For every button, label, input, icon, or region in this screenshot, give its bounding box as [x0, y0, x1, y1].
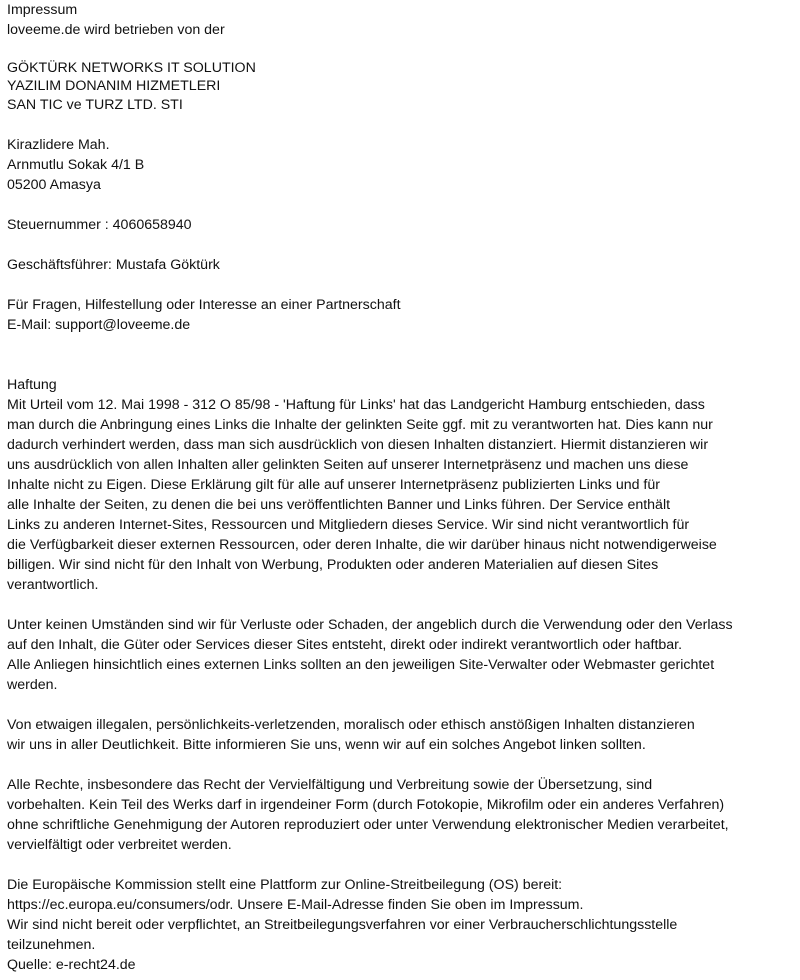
spacer	[7, 275, 800, 295]
paragraph-line: Inhalte nicht zu Eigen. Diese Erklärung gilt für alle auf unserer Internetpräsenz publizierten Links und für	[7, 477, 660, 493]
paragraph-line: vervielfältigt oder verbreitet werden.	[7, 837, 232, 853]
spacer	[7, 695, 800, 715]
paragraph-line: man durch die Anbringung eines Links die Inhalte der gelinkten Seite ggf. mit zu verantworten hat. Dies kann nur	[7, 417, 713, 433]
paragraph-line: ohne schriftliche Genehmigung der Autoren reproduziert oder unter Verwendung elektronischer Medien verarbeitet,	[7, 817, 729, 833]
company-address	[7, 135, 800, 195]
paragraph-line: Unter keinen Umständen sind wir für Verluste oder Schaden, der angeblich durch die Verwendung oder den Verlass	[7, 617, 733, 633]
paragraph-line: dadurch verhindert werden, dass man sich ausdrücklich von diesen Inhalten distanziert. Hiermit distanzieren wir	[7, 437, 709, 453]
spacer	[7, 755, 800, 775]
spacer	[7, 595, 800, 615]
address-line: Arnmutlu Sokak 4/1 B	[7, 157, 145, 173]
haftung-paragraph-distance	[7, 715, 800, 755]
paragraph-line: Wir sind nicht bereit oder verpflichtet, an Streitbeilegungsverfahren vor einer Verbraucherschlichtungsstelle	[7, 917, 678, 933]
contact-email: E-Mail: support@loveeme.de	[7, 317, 191, 333]
paragraph-line: alle Inhalte der Seiten, zu denen die bei uns veröffentlichten Banner und Links führen. Der Service enthält	[7, 497, 671, 513]
spacer	[7, 335, 800, 355]
paragraph-line: Mit Urteil vom 12. Mai 1998 - 312 O 85/98 - 'Haftung für Links' hat das Landgericht Hamburg entschieden, dass	[7, 397, 705, 413]
address-line: Kirazlidere Mah.	[7, 137, 110, 153]
haftung-paragraph-liability	[7, 615, 800, 695]
contact-intro: Für Fragen, Hilfestellung oder Interesse an einer Partnerschaft	[7, 297, 401, 313]
paragraph-line: werden.	[7, 677, 58, 693]
impressum-heading: Impressum	[7, 2, 78, 18]
haftung-paragraph-links	[7, 395, 800, 595]
company-line: SAN TIC ve TURZ LTD. STI	[7, 97, 183, 113]
spacer	[7, 40, 800, 60]
paragraph-line: Alle Anliegen hinsichtlich eines externen Links sollten an den jeweiligen Site-Verwalter oder Webmaster gerichtet	[7, 657, 715, 673]
haftung-paragraph-copyright	[7, 775, 800, 855]
address-line: 05200 Amasya	[7, 177, 101, 193]
paragraph-line: verantwortlich.	[7, 577, 99, 593]
paragraph-line: wir uns in aller Deutlichkeit. Bitte informieren Sie uns, wenn wir auf ein solches Angebot linken sollten.	[7, 737, 646, 753]
source-note: Quelle: e-recht24.de	[7, 957, 136, 973]
spacer	[7, 355, 800, 375]
managing-director: Geschäftsführer: Mustafa Göktürk	[7, 257, 220, 273]
paragraph-line: Alle Rechte, insbesondere das Recht der Vervielfältigung und Verbreitung sowie der Übersetzung, sind	[7, 777, 653, 793]
company-line: YAZILIM DONANIM HIZMETLERI	[7, 78, 221, 94]
tax-number: Steuernummer : 4060658940	[7, 217, 192, 233]
spacer	[7, 195, 800, 215]
spacer	[7, 855, 800, 875]
haftung-paragraph-dispute	[7, 875, 800, 955]
operator-intro: loveeme.de wird betrieben von der	[7, 22, 225, 38]
spacer	[7, 115, 800, 135]
paragraph-line: https://ec.europa.eu/consumers/odr. Unsere E-Mail-Adresse finden Sie oben im Impressum.	[7, 897, 584, 913]
paragraph-line: die Verfügbarkeit dieser externen Ressourcen, oder deren Inhalte, die wir darüber hinaus nicht notwendigerweise	[7, 537, 717, 553]
paragraph-line: teilzunehmen.	[7, 937, 96, 953]
paragraph-line: Links zu anderen Internet-Sites, Ressourcen und Mitgliedern dieses Service. Wir sind nicht verantwortlich für	[7, 517, 690, 533]
haftung-heading: Haftung	[7, 377, 57, 393]
company-name	[7, 58, 800, 115]
paragraph-line: auf den Inhalt, die Güter oder Services dieser Sites entsteht, direkt oder indirekt verantwortlich oder haftbar.	[7, 637, 683, 653]
company-line: GÖKTÜRK NETWORKS IT SOLUTION	[7, 60, 256, 76]
paragraph-line: billigen. Wir sind nicht für den Inhalt von Werbung, Produkten oder anderen Materialien auf diesen Sites	[7, 557, 659, 573]
paragraph-line: uns ausdrücklich von allen Inhalten aller gelinkten Seiten auf unserer Internetpräsenz und machen uns diese	[7, 457, 689, 473]
spacer	[7, 235, 800, 255]
paragraph-line: Von etwaigen illegalen, persönlichkeits-verletzenden, moralisch oder ethisch anstößigen Inhalten distanzieren	[7, 717, 695, 733]
paragraph-line: vorbehalten. Kein Teil des Werks darf in irgendeiner Form (durch Fotokopie, Mikrofilm oder ein anderes Verfahren)	[7, 797, 725, 813]
paragraph-line: Die Europäische Kommission stellt eine Plattform zur Online-Streitbeilegung (OS) bereit:	[7, 877, 563, 893]
